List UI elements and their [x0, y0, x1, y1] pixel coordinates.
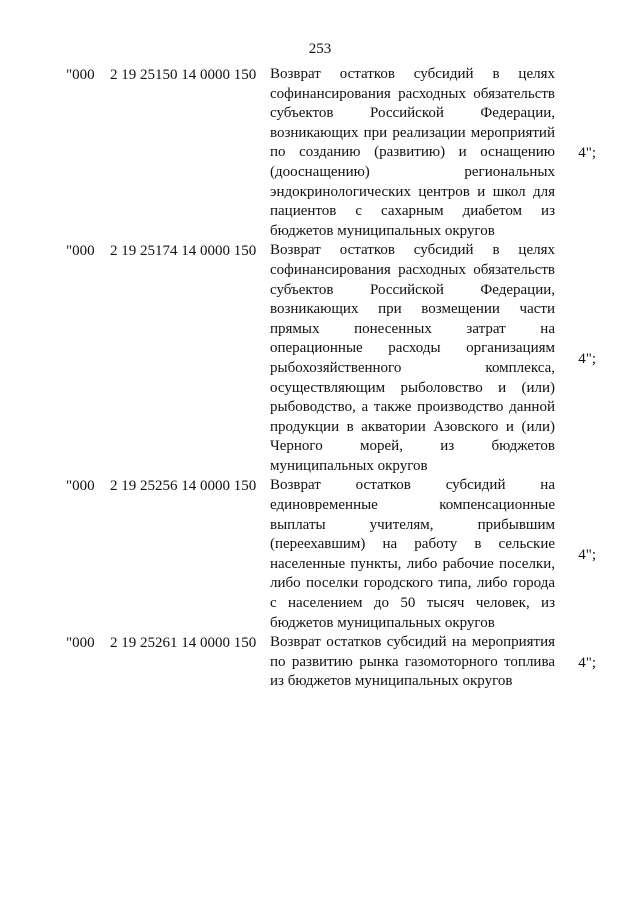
budget-classification-code: 2 19 25150 14 0000 150	[110, 67, 257, 83]
income-description: Возврат остатков субсидий в целях софинансирования расходных обязательств субъектов Российской Федерации, возникающих при реализации мероприятий по созданию (развитию) и оснащению (дооснащению) региональных эндокринологических центров и школ для пациентов с сахарным диабетом из бюджетов муниципальных округов	[270, 66, 555, 239]
row-suffix: 4";	[578, 546, 596, 563]
budget-code-table	[66, 65, 596, 692]
page-number: 253	[308, 41, 332, 57]
table-row	[66, 633, 596, 692]
budget-classification-code: 2 19 25256 14 0000 150	[110, 478, 257, 495]
income-description: Возврат остатков субсидий на единовременные компенсационные выплаты учителям, прибывшим (переехавшим) на работу в сельские населенные пункты, либо рабочие поселки, либо поселки городского типа, либо города с населением до 50 тысяч человек, из бюджетов муниципальных округов	[270, 477, 555, 631]
table-row	[66, 65, 596, 241]
income-description: Возврат остатков субсидий в целях софинансирования расходных обязательств субъектов Российской Федерации, возникающих при возмещении части прямых понесенных затрат на операционные расходы организациям рыбохозяйственного комплекса, осуществляющим рыболовство и (или) рыбоводство, а также производство данной продукции в акватории Азовского и (или) Черного морей, из бюджетов муниципальных округов	[270, 242, 555, 474]
income-description: Возврат остатков субсидий на мероприятия по развитию рынка газомоторного топлива из бюджетов муниципальных округов	[270, 634, 555, 690]
budget-classification-code: 2 19 25174 14 0000 150	[110, 243, 257, 260]
row-suffix: 4";	[578, 350, 596, 367]
budget-classification-code: 2 19 25261 14 0000 150	[110, 635, 257, 652]
admin-code: "000	[66, 478, 95, 495]
admin-code: "000	[66, 67, 95, 83]
row-suffix: 4";	[578, 145, 596, 162]
row-suffix: 4";	[578, 654, 596, 671]
table-row	[66, 476, 596, 633]
admin-code: "000	[66, 635, 95, 652]
table-row	[66, 241, 596, 476]
admin-code: "000	[66, 243, 95, 260]
